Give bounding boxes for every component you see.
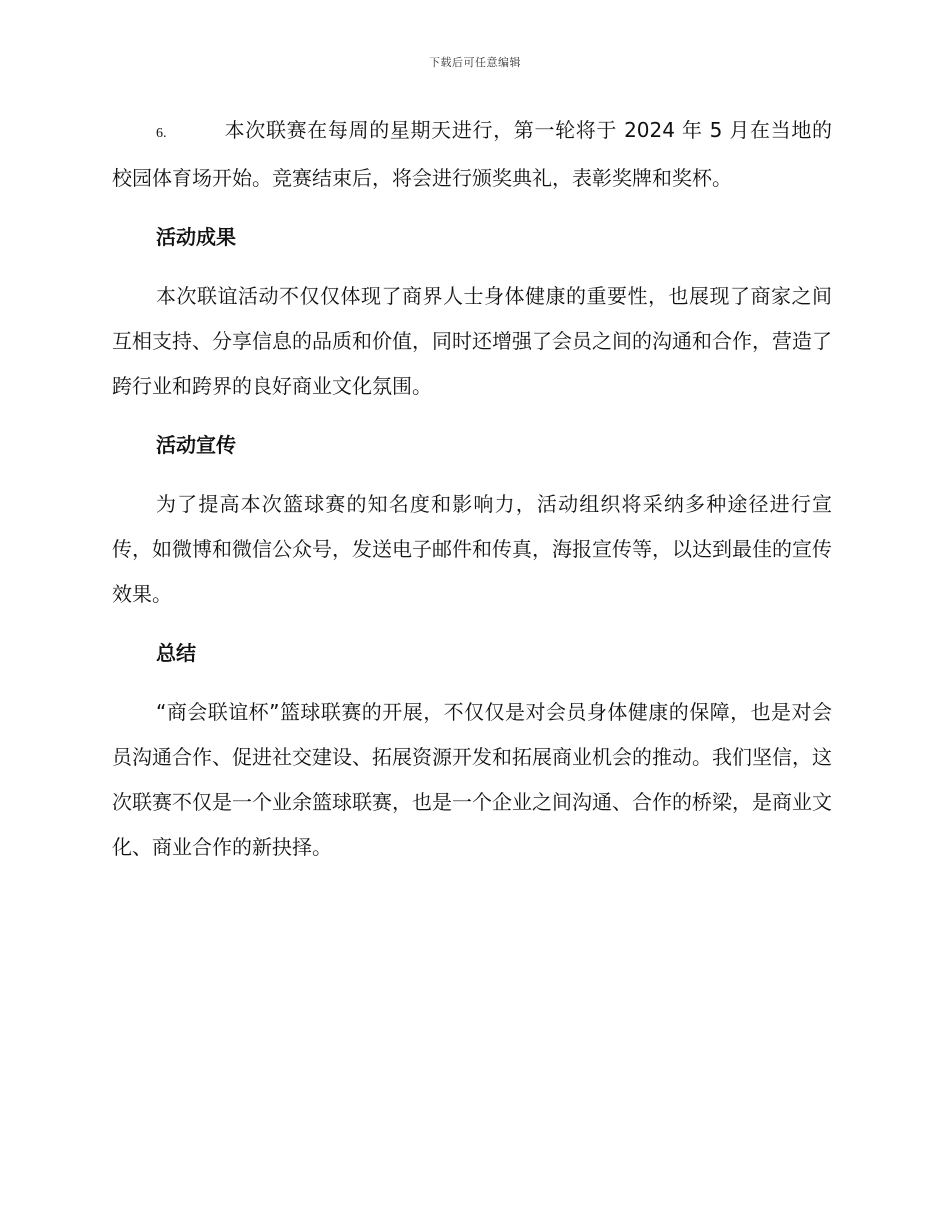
section-heading-summary: 总结: [156, 641, 196, 665]
document-body: [112, 108, 832, 884]
list-item-text: 本次联赛在每周的星期天进行，第一轮将于 2024 年 5 月在当地的校园体育场开始。竞赛结束后，将会进行颁奖典礼，表彰奖牌和奖杯。: [112, 118, 832, 190]
section-heading-results: 活动成果: [156, 225, 236, 249]
section-heading-promotion: 活动宣传: [156, 433, 236, 457]
list-item-number: 6.: [156, 126, 167, 141]
page-header: 下载后可任意编辑: [429, 56, 521, 69]
section-body-promotion: 为了提高本次篮球赛的知名度和影响力，活动组织将采纳多种途径进行宣传，如微博和微信公众号，发送电子邮件和传真，海报宣传等，以达到最佳的宣传效果。: [112, 492, 832, 606]
section-body-results: 本次联谊活动不仅仅体现了商界人士身体健康的重要性，也展现了商家之间互相支持、分享信息的品质和价值，同时还增强了会员之间的沟通和合作，营造了跨行业和跨界的良好商业文化氛围。: [112, 284, 832, 398]
section-body-summary: “商会联谊杯”篮球联赛的开展，不仅仅是对会员身体健康的保障，也是对会员沟通合作、促进社交建设、拓展资源开发和拓展商业机会的推动。我们坚信，这次联赛不仅是一个业余篮球联赛，也是一个企业之间沟通、合作的桥梁，是商业文化、商业合作的新抉择。: [112, 700, 832, 859]
list-item-6: [112, 108, 832, 201]
